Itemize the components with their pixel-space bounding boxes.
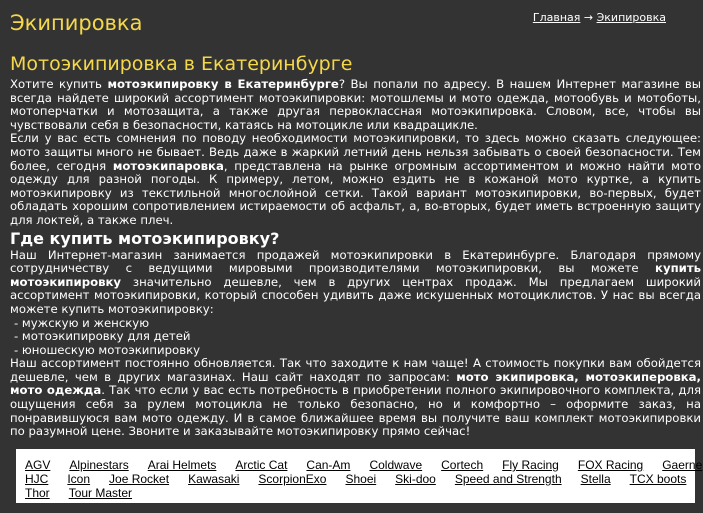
brand-link-tour-master[interactable]: Tour Master <box>68 486 133 500</box>
brand-link-scorpionexo[interactable]: ScorpionExo <box>258 472 327 486</box>
audience-list <box>10 317 701 358</box>
breadcrumb <box>533 11 666 25</box>
text: ? Вы попали по адресу. В нашем Интернет магазине вы всегда найдете широкий ассортимент мотоэкипировки: мотошлемы и мото одежда, мотообувь и мотоботы, мотоперчатки и мотозащита, а также другая первоклассная мотоэкипировка. Словом, все, чтобы вы чувствовали себя в безопасности, катаясь на мотоцикле или квадрацикле. <box>10 77 701 132</box>
brand-row <box>25 486 695 500</box>
breadcrumb-arrow: → <box>583 11 594 24</box>
brands-panel <box>16 449 703 503</box>
keyword: мото экипировка, мотоэкиперовка, мото одежда <box>10 369 701 398</box>
text: значительно дешевле, чем в других центрах продаж. Мы предлагаем широкий ассортимент мотоэкипировки, который способен удивить даже искушенных мотоциклистов. У нас вы всегда можете купить мотоэкипировку: <box>10 274 701 316</box>
where-to-buy-heading: Где купить мотоэкипировку? <box>10 228 280 248</box>
brand-link-arctic-cat[interactable]: Arctic Cat <box>235 458 288 472</box>
assortment-paragraph <box>10 357 701 439</box>
brand-link-speed-and-strength[interactable]: Speed and Strength <box>454 472 562 486</box>
brand-row <box>25 458 703 472</box>
brand-link-joe-rocket[interactable]: Joe Rocket <box>109 472 170 486</box>
text: , представлена на рынке огромным ассортиментом и можно найти мото одежду для разной погоды. К примеру, летом, можно ездить не в кожаной мото куртке, а купить мотоэкипировку из текстильной многослойной сетки. Такой вариант мотоэкипировки, во-первых, будет обладать хорошим сопротивлением истираемости об асфальт, а, во-вторых, будет иметь встроенную защиту для локтей, а также плеч. <box>10 158 702 227</box>
brand-link-agv[interactable]: AGV <box>25 458 51 472</box>
keyword: мотоэкипировку в Екатеринбурге <box>107 77 339 91</box>
article-heading: Мотоэкипировка в Екатеринбурге <box>10 53 353 75</box>
brand-row <box>25 472 695 486</box>
brand-link-can-am[interactable]: Can-Am <box>306 458 351 472</box>
brand-link-arai-helmets[interactable]: Arai Helmets <box>147 458 217 472</box>
brand-link-cortech[interactable]: Cortech <box>441 458 484 472</box>
keyword: купить мотоэкипировку <box>10 261 701 289</box>
page-title: Экипировка <box>10 11 143 35</box>
doubts-paragraph <box>10 132 701 227</box>
brand-link-kawasaki[interactable]: Kawasaki <box>188 472 240 486</box>
list-item: - мотоэкипировку для детей <box>14 329 191 344</box>
store-paragraph <box>10 249 701 317</box>
brand-link-stella[interactable]: Stella <box>580 472 611 486</box>
brand-link-coldwave[interactable]: Coldwave <box>369 458 423 472</box>
list-item: - мужскую и женскую <box>14 315 150 330</box>
breadcrumb-current-link[interactable]: Экипировка <box>596 11 666 24</box>
brand-link-fox-racing[interactable]: FOX Racing <box>577 458 644 472</box>
list-item: - юношескую мотоэкипировку <box>14 342 201 357</box>
article <box>10 52 701 439</box>
brand-link-shoei[interactable]: Shoei <box>345 472 377 486</box>
brand-link-hjc[interactable]: HJC <box>25 472 49 486</box>
brand-link-tcx-boots[interactable]: TCX boots <box>629 472 687 486</box>
brand-link-thor[interactable]: Thor <box>25 486 50 500</box>
brand-link-icon[interactable]: Icon <box>67 472 91 486</box>
text: Хотите купить <box>10 77 108 91</box>
text: Если у вас есть сомнения по поводу необходимости мотоэкипировки, то здесь можно сказать следующее: мото защиты много не бывает. Ведь даже в жаркий летний день нельзя забывать о своей безопасности. Тем более, сегодня <box>10 131 701 173</box>
intro-paragraph <box>10 78 701 132</box>
brand-link-fly-racing[interactable]: Fly Racing <box>502 458 559 472</box>
text: . Так что если у вас есть потребность в приобретении полного экипировочного комплекта, для ощущения себя за рулем мотоцикла не только безопасно, но и комфортно – оформите заказ, на понравившуюся вам мото одежду. И в самое ближайшее время вы получите ваш комплект мотоэкипировки по разумной цене. Звоните и заказывайте мотоэкипировку прямо сейчас! <box>10 383 701 439</box>
text: Наш Интернет-магазин занимается продажей мотоэкипировки в Екатеринбурге. Благодаря прямому сотрудничеству с ведущими мировыми производителями мотоэкипировки, вы можете <box>10 247 701 276</box>
keyword: мотоэкипаровка <box>112 158 224 173</box>
text: Наш ассортимент постоянно обновляется. Так что заходите к нам чаще! А стоимость покупки вам обойдется дешевле, чем в других магазинах. Наш сайт находят по запросам: <box>10 356 701 384</box>
brand-link-gaerne[interactable]: Gaerne <box>662 458 703 472</box>
breadcrumb-home-link[interactable]: Главная <box>532 11 581 24</box>
brand-link-alpinestars[interactable]: Alpinestars <box>69 458 129 472</box>
brand-link-ski-doo[interactable]: Ski-doo <box>395 472 436 486</box>
